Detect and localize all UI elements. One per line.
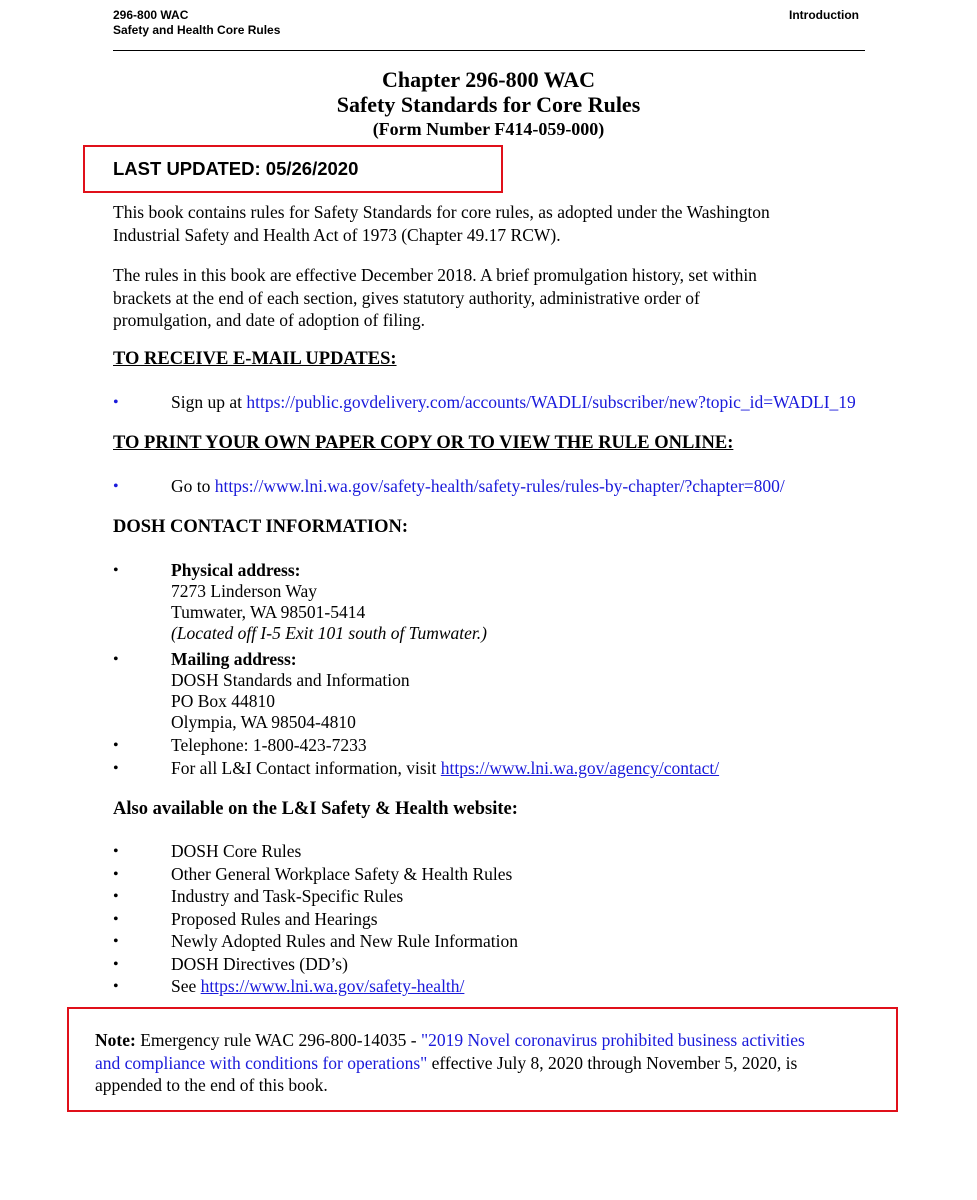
bullet: •	[113, 866, 119, 883]
list-item: DOSH Core Rules	[171, 841, 302, 861]
physical-address	[171, 560, 487, 644]
mailing-address-pobox: PO Box 44810	[171, 691, 276, 711]
email-signup-item	[171, 392, 856, 413]
intro-paragraph-1	[113, 201, 853, 246]
intro-p1-line-1: This book contains rules for Safety Standards for core rules, as adopted under the Washington	[113, 202, 770, 222]
note-line-3: appended to the end of this book.	[95, 1075, 328, 1095]
see-website-item	[171, 976, 464, 997]
physical-address-city: Tumwater, WA 98501-5414	[171, 602, 366, 622]
see-website-prefix: See	[171, 976, 201, 996]
list-item: Industry and Task-Specific Rules	[171, 886, 404, 906]
mailing-address-city: Olympia, WA 98504-4810	[171, 712, 356, 732]
list-item: Newly Adopted Rules and New Rule Information	[171, 931, 519, 951]
bullet: •	[113, 843, 119, 860]
note-line-2	[95, 1052, 885, 1075]
print-copy-heading: TO PRINT YOUR OWN PAPER COPY OR TO VIEW THE RULE ONLINE:	[113, 433, 734, 453]
note-line-1	[95, 1029, 885, 1052]
email-signup-prefix: Sign up at	[171, 392, 247, 412]
print-copy-prefix: Go to	[171, 476, 215, 496]
emergency-rule-link-part-1[interactable]: "2019 Novel coronavirus prohibited business activities	[420, 1030, 805, 1050]
header-divider	[113, 50, 865, 51]
bullet: •	[113, 737, 119, 754]
form-number: (Form Number F414-059-000)	[372, 119, 605, 139]
chapter-subtitle: Safety Standards for Core Rules	[336, 92, 641, 117]
bullet: •	[113, 562, 119, 579]
contact-info-link[interactable]: https://www.lni.wa.gov/agency/contact/	[440, 758, 720, 778]
telephone: Telephone: 1-800-423-7233	[171, 735, 367, 755]
intro-p2-line-2: brackets at the end of each section, gives statutory authority, administrative order of	[113, 287, 700, 308]
note-prefix: Emergency rule WAC 296-800-14035 -	[135, 1030, 421, 1050]
bullet: •	[113, 651, 119, 668]
bullet: •	[113, 394, 119, 411]
emergency-rule-note	[95, 1029, 885, 1097]
intro-p2-line-3: promulgation, and date of adoption of filing.	[113, 310, 426, 330]
safety-health-website-link[interactable]: https://www.lni.wa.gov/safety-health/	[200, 976, 465, 996]
emergency-rule-link-part-2[interactable]: and compliance with conditions for operations"	[95, 1052, 428, 1073]
list-item: Proposed Rules and Hearings	[171, 909, 378, 929]
intro-p1-line-2: Industrial Safety and Health Act of 1973 (Chapter 49.17 RCW).	[113, 224, 561, 245]
bullet: •	[113, 478, 119, 495]
email-signup-link[interactable]: https://public.govdelivery.com/accounts/WADLI/subscriber/new?topic_id=WADLI_19	[246, 392, 856, 412]
also-available-heading: Also available on the L&I Safety & Health website:	[113, 799, 518, 819]
list-item: DOSH Directives (DD’s)	[171, 954, 348, 974]
intro-paragraph-2	[113, 264, 853, 332]
mailing-address-label: Mailing address:	[171, 649, 297, 669]
mailing-address-org: DOSH Standards and Information	[171, 670, 410, 690]
physical-address-label: Physical address:	[171, 560, 301, 580]
email-updates-heading: TO RECEIVE E-MAIL UPDATES:	[113, 349, 397, 369]
print-copy-item	[171, 476, 785, 497]
contact-info-prefix: For all L&I Contact information, visit	[171, 758, 441, 778]
bullet: •	[113, 933, 119, 950]
rule-online-link[interactable]: https://www.lni.wa.gov/safety-health/safety-rules/rules-by-chapter/?chapter=800/	[214, 476, 785, 496]
intro-p2-line-1: The rules in this book are effective December 2018. A brief promulgation history, set within	[113, 265, 757, 285]
physical-address-directions: (Located off I-5 Exit 101 south of Tumwater.)	[171, 623, 487, 643]
mailing-address	[171, 649, 410, 733]
note-effective-dates: effective July 8, 2020 through November 5, 2020, is	[427, 1052, 798, 1073]
contact-heading: DOSH CONTACT INFORMATION:	[113, 517, 408, 537]
physical-address-street: 7273 Linderson Way	[171, 581, 318, 601]
last-updated-date: LAST UPDATED: 05/26/2020	[113, 158, 359, 179]
header-book-title: Safety and Health Core Rules	[113, 23, 281, 37]
list-item: Other General Workplace Safety & Health Rules	[171, 864, 513, 884]
running-header-left	[113, 8, 280, 38]
chapter-title: Chapter 296-800 WAC	[381, 67, 596, 92]
bullet: •	[113, 911, 119, 928]
header-wac-number: 296-800 WAC	[113, 8, 189, 22]
bullet: •	[113, 760, 119, 777]
header-section-title: Introduction	[789, 8, 859, 22]
bullet: •	[113, 956, 119, 973]
contact-info-item	[171, 758, 719, 779]
bullet: •	[113, 888, 119, 905]
bullet: •	[113, 978, 119, 995]
note-label: Note:	[95, 1030, 136, 1050]
